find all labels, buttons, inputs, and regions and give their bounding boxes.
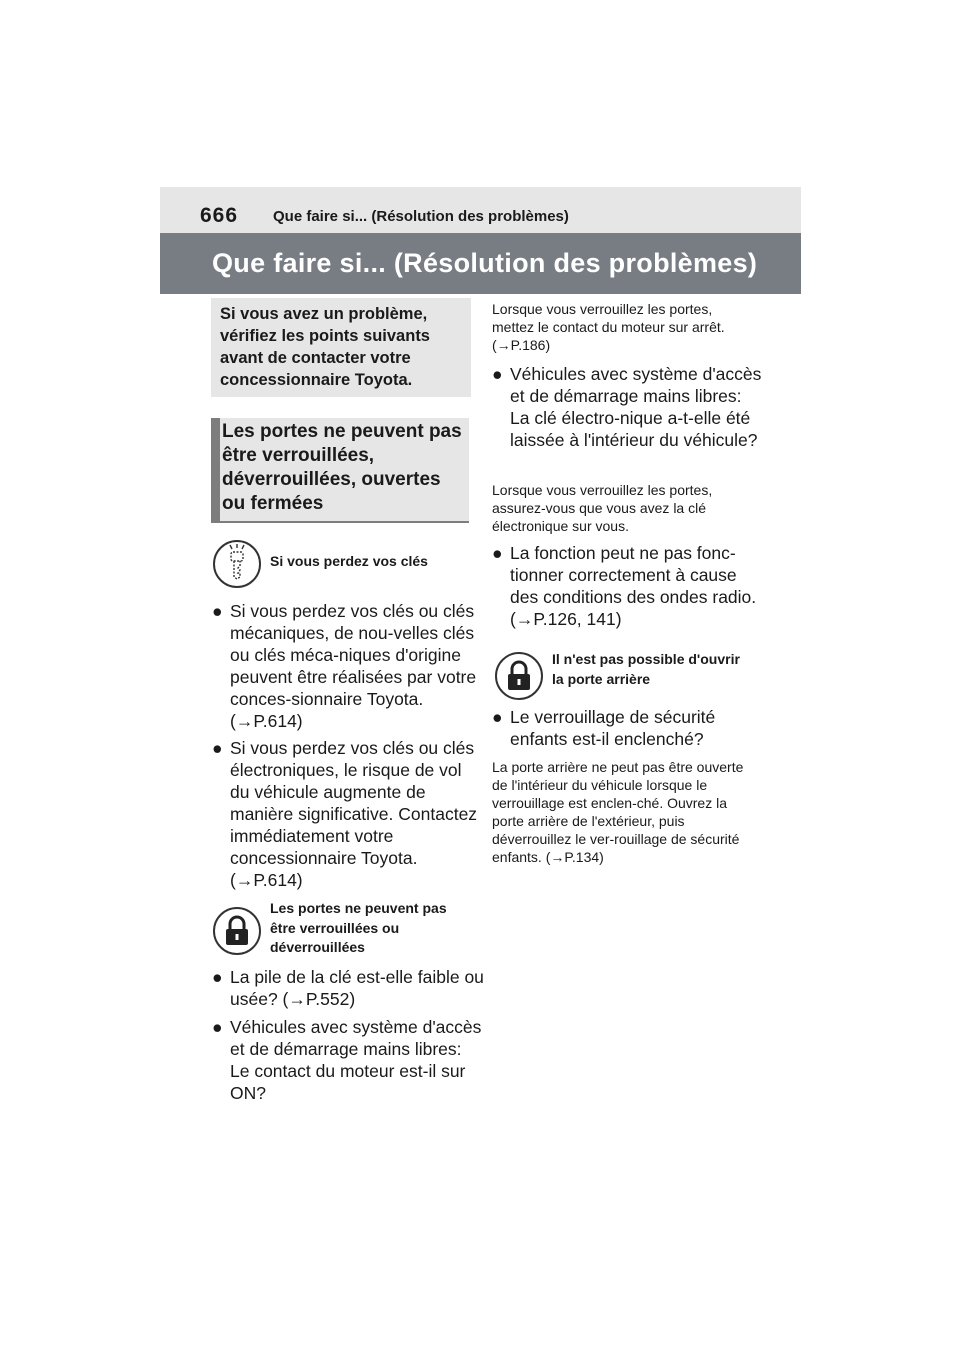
bullet-dot: ● — [212, 601, 223, 621]
lock-icon — [495, 652, 543, 700]
bullet-dot: ● — [492, 707, 503, 727]
bullet-dot: ● — [492, 543, 503, 563]
section-bar — [211, 418, 220, 523]
note-text: Lorsque vous verrouillez les portes, mettez le contact du moteur sur arrêt. (→P.186) — [492, 301, 725, 353]
sub-heading-lock: Les portes ne peuvent pas être verrouillées ou déverrouillées — [270, 900, 447, 955]
section-heading: Les portes ne peuvent pas être verrouillées, déverrouillées, ouvertes ou fermées — [222, 421, 462, 514]
list-item: ● Le verrouillage de sécurité enfants est-il enclenché? — [492, 707, 716, 749]
sub-heading-lost-keys: Si vous perdez vos clés — [270, 553, 428, 569]
list-item: ● Véhicules avec système d'accès et de démarrage mains libres: Le contact du moteur est-il sur ON? — [212, 1017, 482, 1103]
running-title: Que faire si... (Résolution des problèmes) — [273, 208, 569, 225]
page-title: Que faire si... (Résolution des problèmes) — [212, 248, 758, 278]
lock-icon — [213, 907, 261, 955]
list-item: ● La fonction peut ne pas fonc-tionner correctement à cause des conditions des ondes radio. (→P.126, 141) — [492, 543, 757, 629]
bullet-dot: ● — [212, 738, 223, 758]
bullet-dot: ● — [212, 1017, 223, 1037]
page-number: 666 — [200, 204, 239, 227]
list-item: ● Si vous perdez vos clés ou clés mécaniques, de nou-velles clés ou clés méca-niques d'origine peuvent être réalisées par votre conces-sionnaire Toyota. (→P.614) — [212, 601, 477, 731]
list-item: ● La pile de la clé est-elle faible ou usée? (→P.552) — [212, 967, 484, 1009]
note-text: La porte arrière ne peut pas être ouverte de l'intérieur du véhicule lorsque le verrouillage est enclen-ché. Ouvrez la porte arrière de l'extérieur, puis déverrouillez le ver-rouillage de sécurité enfants. (→P.134) — [492, 759, 744, 865]
list-item: ● Si vous perdez vos clés ou clés électroniques, le risque de vol du véhicule augmente de manière significative. Contactez immédiatement votre concessionnaire Toyota. (→P.614) — [212, 738, 478, 890]
note-text: Lorsque vous verrouillez les portes, assurez-vous que vous avez la clé électronique sur vous. — [492, 482, 713, 534]
bullet-dot: ● — [212, 967, 223, 987]
sub-heading-rear-door: Il n'est pas possible d'ouvrir la porte arrière — [552, 651, 740, 687]
key-icon — [213, 540, 261, 588]
bullet-dot: ● — [492, 364, 503, 384]
intro-text: Si vous avez un problème, vérifiez les points suivants avant de contacter votre concessionnaire Toyota. — [220, 305, 430, 389]
list-item: ● Véhicules avec système d'accès et de démarrage mains libres: La clé électro-nique a-t-elle été laissée à l'intérieur du véhicule? — [492, 364, 762, 450]
